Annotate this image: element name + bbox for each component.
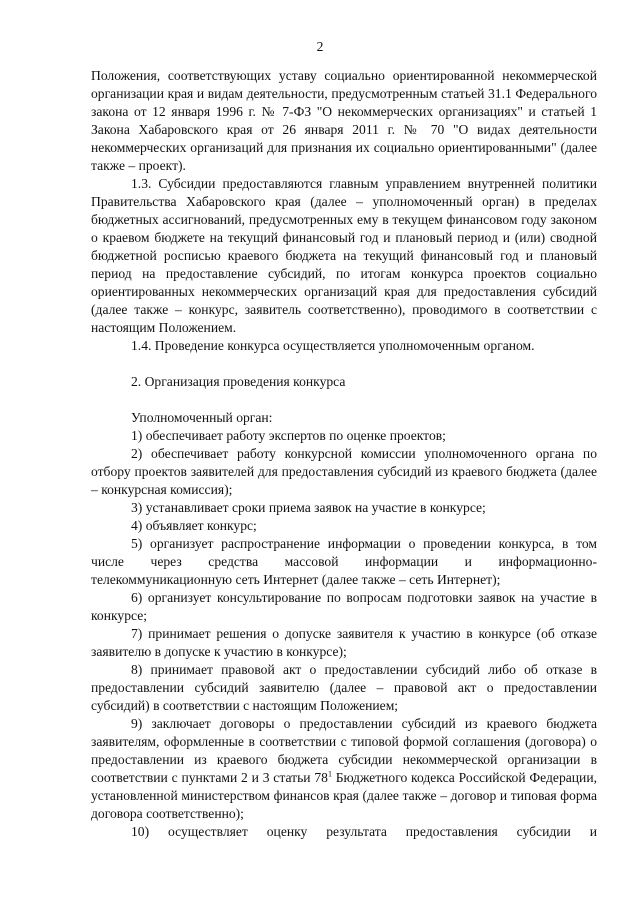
list-item-7: 7) принимает решения о допуске заявителя к участию в конкурсе (об отказе заявителю в допуске к участию в конкурсе); [91, 626, 597, 659]
paragraph-continuation: Положения, соответствующих уставу социально ориентированной некоммерческой организации края и видам деятельности, предусмотренным статьей 31.1 Федерального закона от 12 января 1996 г. № 7-ФЗ "О некоммерческих организациях" и статьей 1 Закона Хабаровского края от 26 января 2011 г. № 70 "О видах деятельности некоммерческих организаций для признания их социально ориентированными" (далее также – проект). [91, 68, 597, 173]
list-intro: Уполномоченный орган: [131, 410, 273, 425]
list-item-2: 2) обеспечивает работу конкурсной комиссии уполномоченного органа по отбору проектов заявителей для предоставления субсидий из краевого бюджета (далее – конкурсная комиссия); [91, 446, 597, 497]
paragraph-1-4: 1.4. Проведение конкурса осуществляется уполномоченным органом. [131, 338, 535, 353]
spacer [91, 391, 597, 409]
list-item-4: 4) объявляет конкурс; [131, 518, 257, 533]
spacer [91, 355, 597, 373]
page-number: 2 [316, 39, 324, 54]
list-item-6: 6) организует консультирование по вопросам подготовки заявок на участие в конкурсе; [91, 590, 597, 623]
paragraph-1-3: 1.3. Субсидии предоставляются главным управлением внутренней политики Правительства Хабаровского края (далее – уполномоченный орган) в пределах бюджетных ассигнований, предусмотренных ему в текущем финансовом году законом о краевом бюджете на текущий финансовый год и плановый период и (или) сводной бюджетной росписью краевого бюджета на текущий финансовый год и плановый период на предоставление субсидий, по итогам конкурса проектов социально ориентированных некоммерческих организаций края для предоставления субсидий (далее также – конкурс, заявитель соответственно), проводимого в соответствии с настоящим Положением. [91, 176, 597, 335]
list-item-9 [91, 715, 597, 823]
list-item-9-part-2: Бюджетного кодекса Российской Федерации, установленной министерством финансов края (далее также – договор и типовая форма договора соответственно); [91, 770, 597, 821]
list-item-1: 1) обеспечивает работу экспертов по оценке проектов; [131, 428, 446, 443]
list-item-3: 3) устанавливает сроки приема заявок на участие в конкурсе; [131, 500, 486, 515]
document-body [91, 67, 597, 841]
list-item-9-part-1: 9) заключает договоры о предоставлении субсидий из краевого бюджета заявителям, оформленные в соответствии с типовой формой соглашения (договора) о предоставлении из краевого бюджета субсидии некоммерческой организации в соответствии с пунктами 2 и 3 статьи 78 [91, 716, 597, 785]
list-item-10: 10) осуществляет оценку результата предоставления субсидии и [131, 824, 597, 839]
superscript: 1 [327, 769, 332, 779]
list-item-8: 8) принимает правовой акт о предоставлении субсидий либо об отказе в предоставлении субсидий заявителю (далее – правовой акт о предоставлении субсидий) в соответствии с настоящим Положением; [91, 662, 597, 713]
list-item-5: 5) организует распространение информации о проведении конкурса, в том числе через средства массовой информации и информационно-телекоммуникационную сеть Интернет (далее также – сеть Интернет); [91, 536, 597, 587]
section-heading: 2. Организация проведения конкурса [131, 374, 346, 389]
